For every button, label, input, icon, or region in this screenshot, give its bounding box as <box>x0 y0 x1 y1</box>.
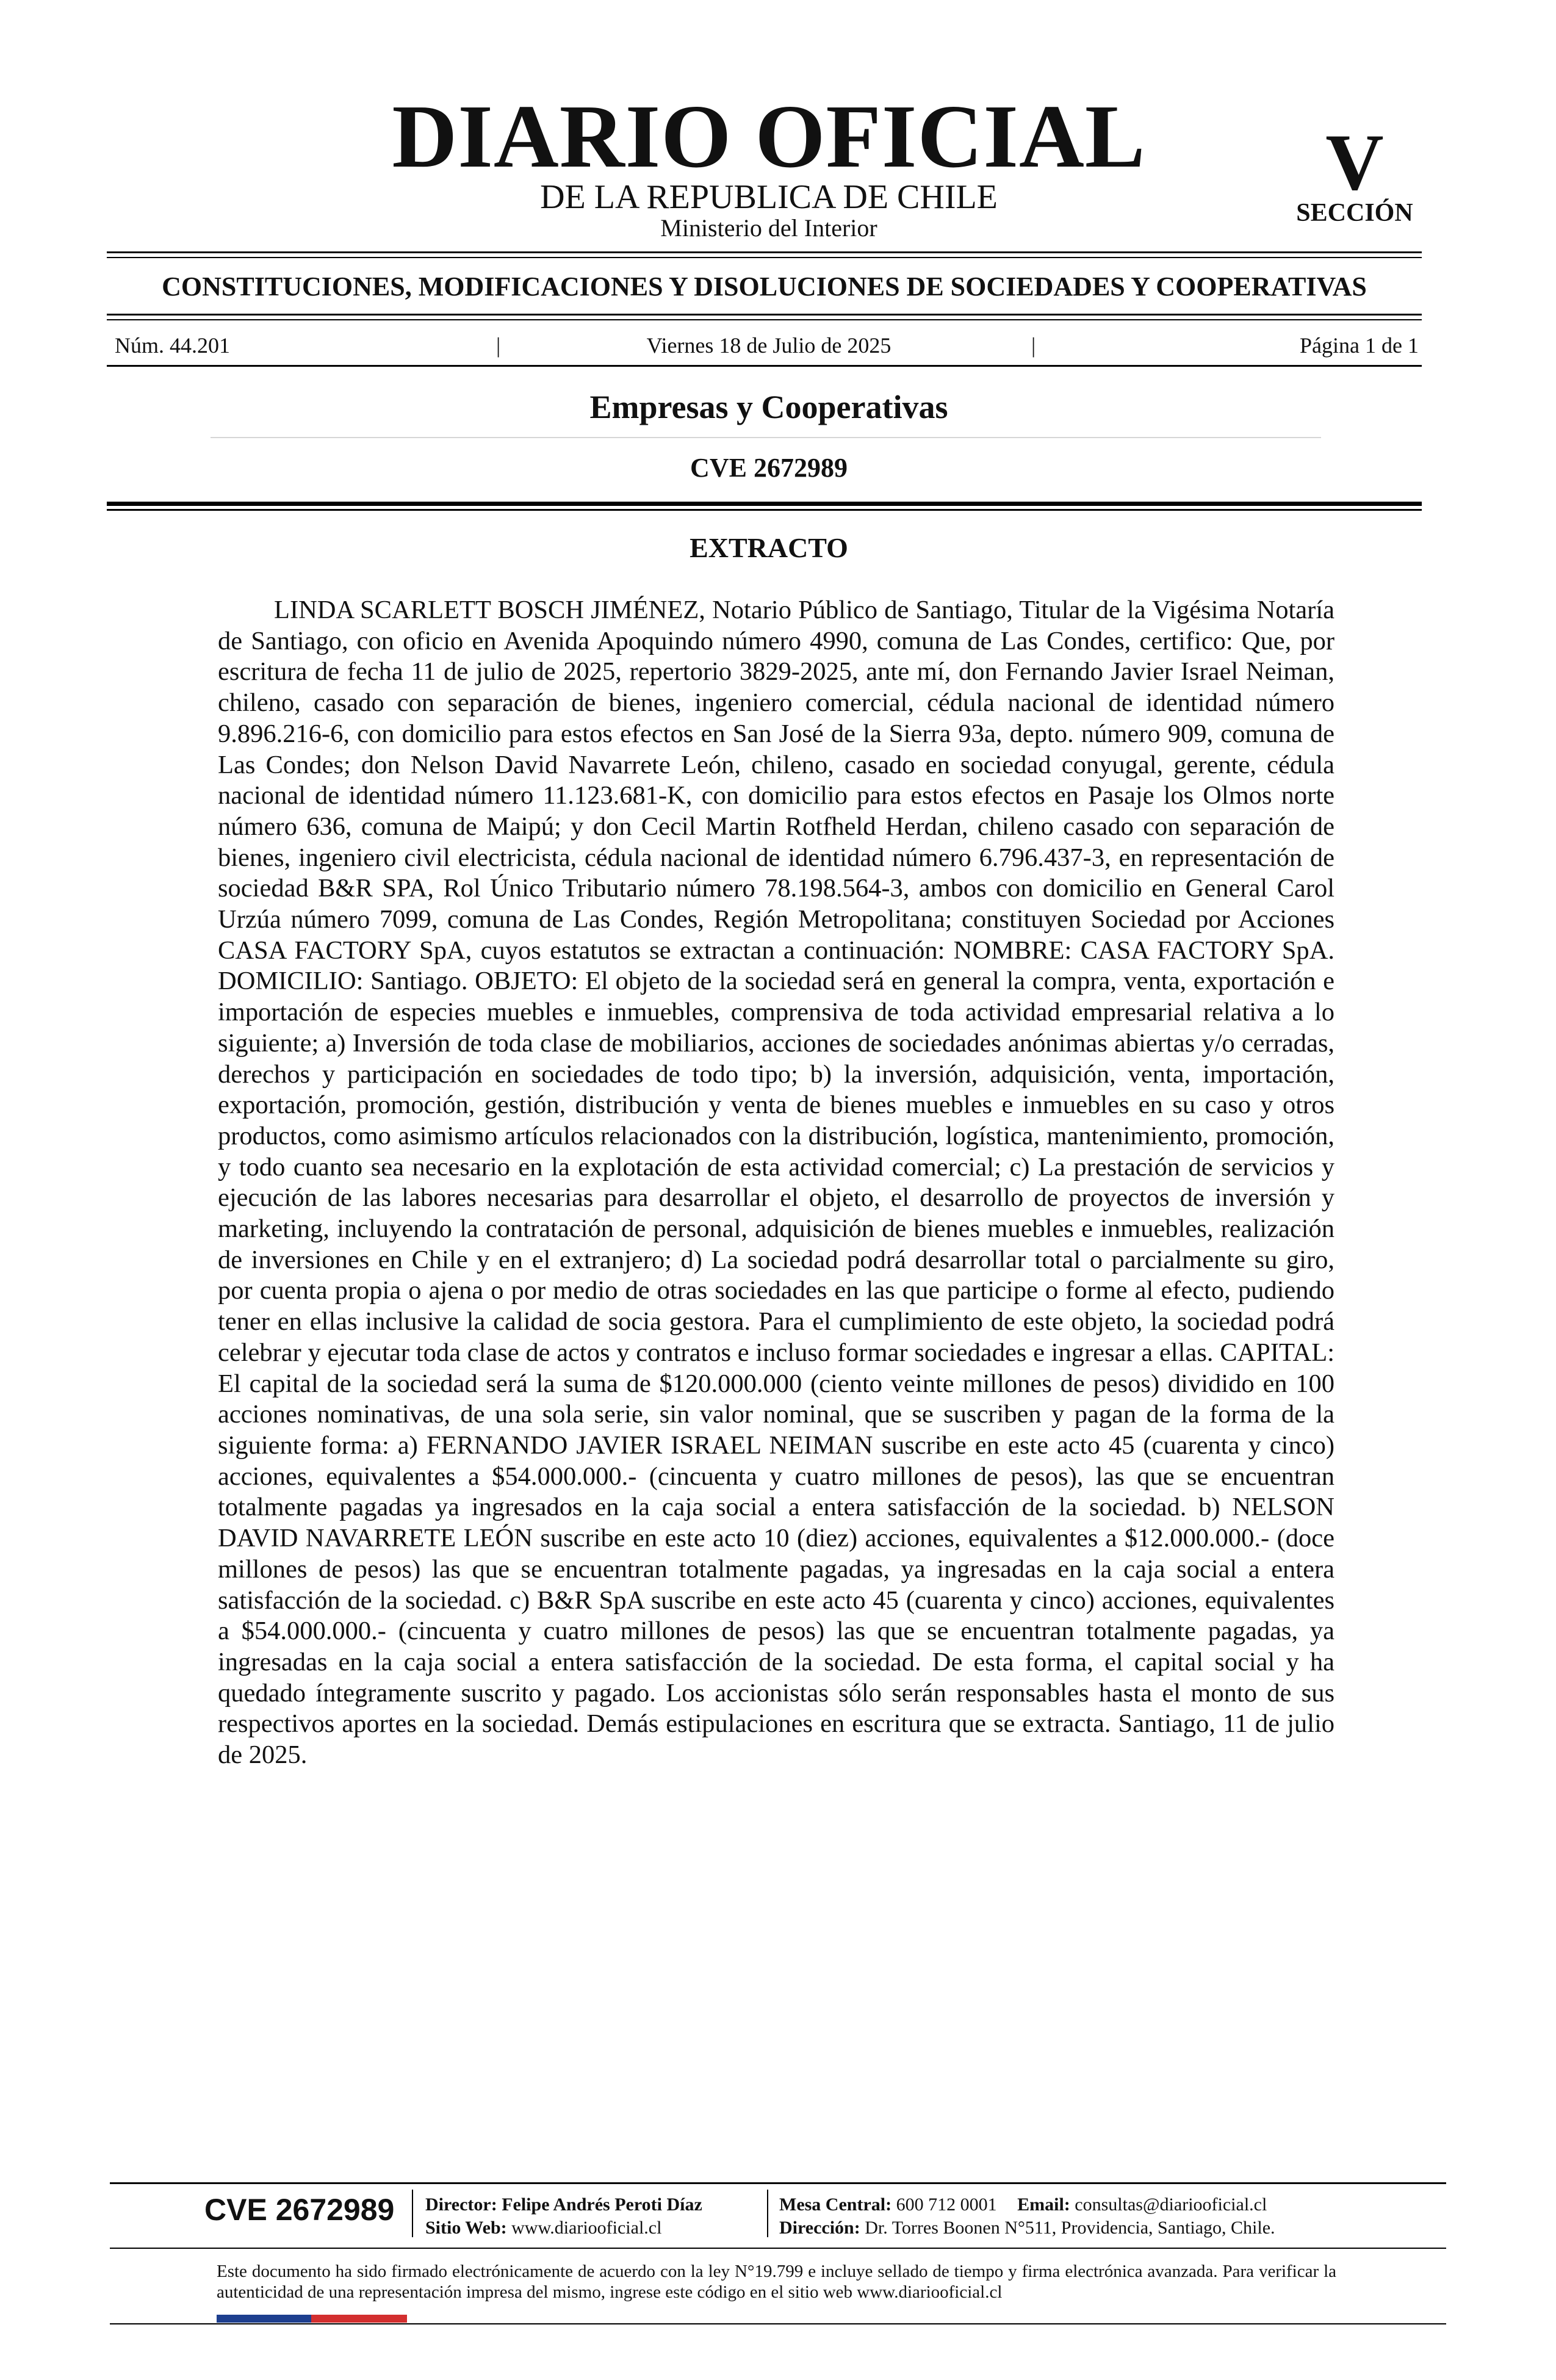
info-rule <box>107 365 1422 367</box>
section-title: CONSTITUCIONES, MODIFICACIONES Y DISOLUCIONES DE SOCIEDADES Y COOPERATIVAS <box>162 272 1367 301</box>
footer-rule <box>110 2248 1446 2249</box>
flag-stripe-blue <box>217 2315 311 2323</box>
footer-address <box>779 2219 1275 2237</box>
section-label: SECCIÓN <box>1296 199 1413 227</box>
website-label: Sitio Web: <box>425 2218 507 2238</box>
newspaper-subtitle: DE LA REPUBLICA DE CHILE <box>540 178 998 216</box>
newspaper-title: DIARIO OFICIAL <box>392 87 1146 187</box>
flag-stripe-red <box>311 2315 407 2323</box>
info-separator: | <box>1031 333 1036 358</box>
legal-notice: Este documento ha sido firmado electrónicamente de acuerdo con la ley N°19.799 e incluye sellado de tiempo y firma electrónica avanzada. Para verificar la autenticidad de una representación impresa del mismo, ingrese este código en el sitio web www.diariooficial.cl <box>217 2262 1336 2302</box>
header-rule-thin <box>107 509 1422 511</box>
address-value: Dr. Torres Boonen N°511, Providencia, Santiago, Chile. <box>865 2218 1275 2238</box>
header-rule-thick <box>107 502 1422 506</box>
subsection-title: Empresas y Cooperativas <box>589 389 948 425</box>
director-label: Director: <box>425 2194 497 2215</box>
footer-director <box>425 2196 702 2214</box>
page-indicator: Página 1 de 1 <box>1300 333 1419 358</box>
address-label: Dirección: <box>779 2218 860 2238</box>
section-letter: V <box>1325 117 1384 207</box>
document-title: EXTRACTO <box>690 532 848 563</box>
masthead-rule <box>107 251 1422 253</box>
director-value: Felipe Andrés Peroti Díaz <box>502 2194 702 2215</box>
website-link[interactable]: www.diariooficial.cl <box>511 2218 662 2238</box>
ministry-label: Ministerio del Interior <box>660 214 877 242</box>
footer-rule <box>110 2323 1446 2324</box>
section-rule <box>107 314 1422 316</box>
phone-label: Mesa Central: <box>779 2194 892 2215</box>
footer-rule <box>110 2182 1446 2184</box>
masthead-rule-thin <box>107 257 1422 258</box>
footer-cve-code: CVE 2672989 <box>204 2193 395 2227</box>
cve-code: CVE 2672989 <box>690 453 848 483</box>
issue-date: Viernes 18 de Julio de 2025 <box>646 333 891 358</box>
issue-number: Núm. 44.201 <box>115 333 230 358</box>
footer-contact <box>779 2196 1267 2214</box>
footer-separator <box>767 2190 768 2237</box>
footer-separator <box>412 2190 413 2237</box>
subsection-rule <box>211 437 1321 438</box>
info-separator: | <box>496 333 501 358</box>
section-rule-thin <box>107 319 1422 320</box>
phone-value: 600 712 0001 <box>896 2194 997 2215</box>
email-link[interactable]: consultas@diariooficial.cl <box>1075 2194 1267 2215</box>
footer-website <box>425 2219 661 2237</box>
email-label: Email: <box>1017 2194 1070 2215</box>
document-body: LINDA SCARLETT BOSCH JIMÉNEZ, Notario Público de Santiago, Titular de la Vigésima Notaría de Santiago, con oficio en Avenida Apoquindo número 4990, comuna de Las Condes, certifico: Que, por escritura de fecha 11 de julio de 2025, repertorio 3829-2025, ante mí, don Fernando Javier Israel Neiman, chileno, casado con separación de bienes, ingeniero comercial, cédula nacional de identidad número 9.896.216-6, con domicilio para estos efectos en San José de la Sierra 93a, depto. número 909, comuna de Las Condes; don Nelson David Navarrete León, chileno, casado en sociedad conyugal, gerente, cédula nacional de identidad número 11.123.681-K, con domicilio para estos efectos en Pasaje los Olmos norte número 636, comuna de Maipú; y don Cecil Martin Rotfheld Herdan, chileno casado con separación de bienes, ingeniero civil electricista, cédula nacional de identidad número 6.796.437-3, en representación de sociedad B&R SPA, Rol Único Tributario número 78.198.564-3, ambos con domicilio en General Carol Urzúa número 7099, comuna de Las Condes, Región Metropolitana; constituyen Sociedad por Acciones CASA FACTORY SpA, cuyos estatutos se extractan a continuación: NOMBRE: CASA FACTORY SpA. DOMICILIO: Santiago. OBJETO: El objeto de la sociedad será en general la compra, venta, exportación e importación de especies muebles e inmuebles, comprensiva de toda actividad empresarial relativa a lo siguiente; a) Inversión de toda clase de mobiliarios, acciones de sociedades anónimas abiertas y/o cerradas, derechos y participación en sociedades de todo tipo; b) la inversión, adquisición, venta, importación, exportación, promoción, gestión, distribución y venta de bienes muebles e inmuebles en su caso y otros productos, como asimismo artículos relacionados con la distribución, logística, mantenimiento, promoción, y todo cuanto sea necesario en la explotación de esta actividad comercial; c) La prestación de servicios y ejecución de las labores necesarias para desarrollar el objeto, el desarrollo de proyectos de inversión y marketing, incluyendo la contratación de personal, adquisición de bienes muebles e inmuebles, realización de inversiones en Chile y en el extranjero; d) La sociedad podrá desarrollar total o parcialmente su giro, por cuenta propia o ajena o por medio de otras sociedades en las que participe o forme al efecto, pudiendo tener en ellas inclusive la calidad de socia gestora. Para el cumplimiento de este objeto, la sociedad podrá celebrar y ejecutar toda clase de actos y contratos e incluso formar sociedades e ingresar a ellas. CAPITAL: El capital de la sociedad será la suma de $120.000.000 (ciento veinte millones de pesos) dividido en 100 acciones nominativas, de una sola serie, sin valor nominal, que se suscriben y pagan de la forma de la siguiente forma: a) FERNANDO JAVIER ISRAEL NEIMAN suscribe en este acto 45 (cuarenta y cinco) acciones, equivalentes a $54.000.000.- (cincuenta y cuatro millones de pesos), las que se encuentran totalmente pagadas ya ingresados en la caja social a entera satisfacción de la sociedad. b) NELSON DAVID NAVARRETE LEÓN suscribe en este acto 10 (diez) acciones, equivalentes a $12.000.000.- (doce millones de pesos) las que se encuentran totalmente pagadas, ya ingresadas en la caja social a entera satisfacción de la sociedad. c) B&R SpA suscribe en este acto 45 (cuarenta y cinco) acciones, equivalentes a $54.000.000.- (cincuenta y cuatro millones de pesos) las que se encuentran totalmente pagadas, ya ingresadas en la caja social a entera satisfacción de la sociedad. De esta forma, el capital social y ha quedado íntegramente suscrito y pagado. Los accionistas sólo serán responsables hasta el monto de sus respectivos aportes en la sociedad. Demás estipulaciones en escritura que se extracta. Santiago, 11 de julio de 2025. <box>218 596 1334 1770</box>
